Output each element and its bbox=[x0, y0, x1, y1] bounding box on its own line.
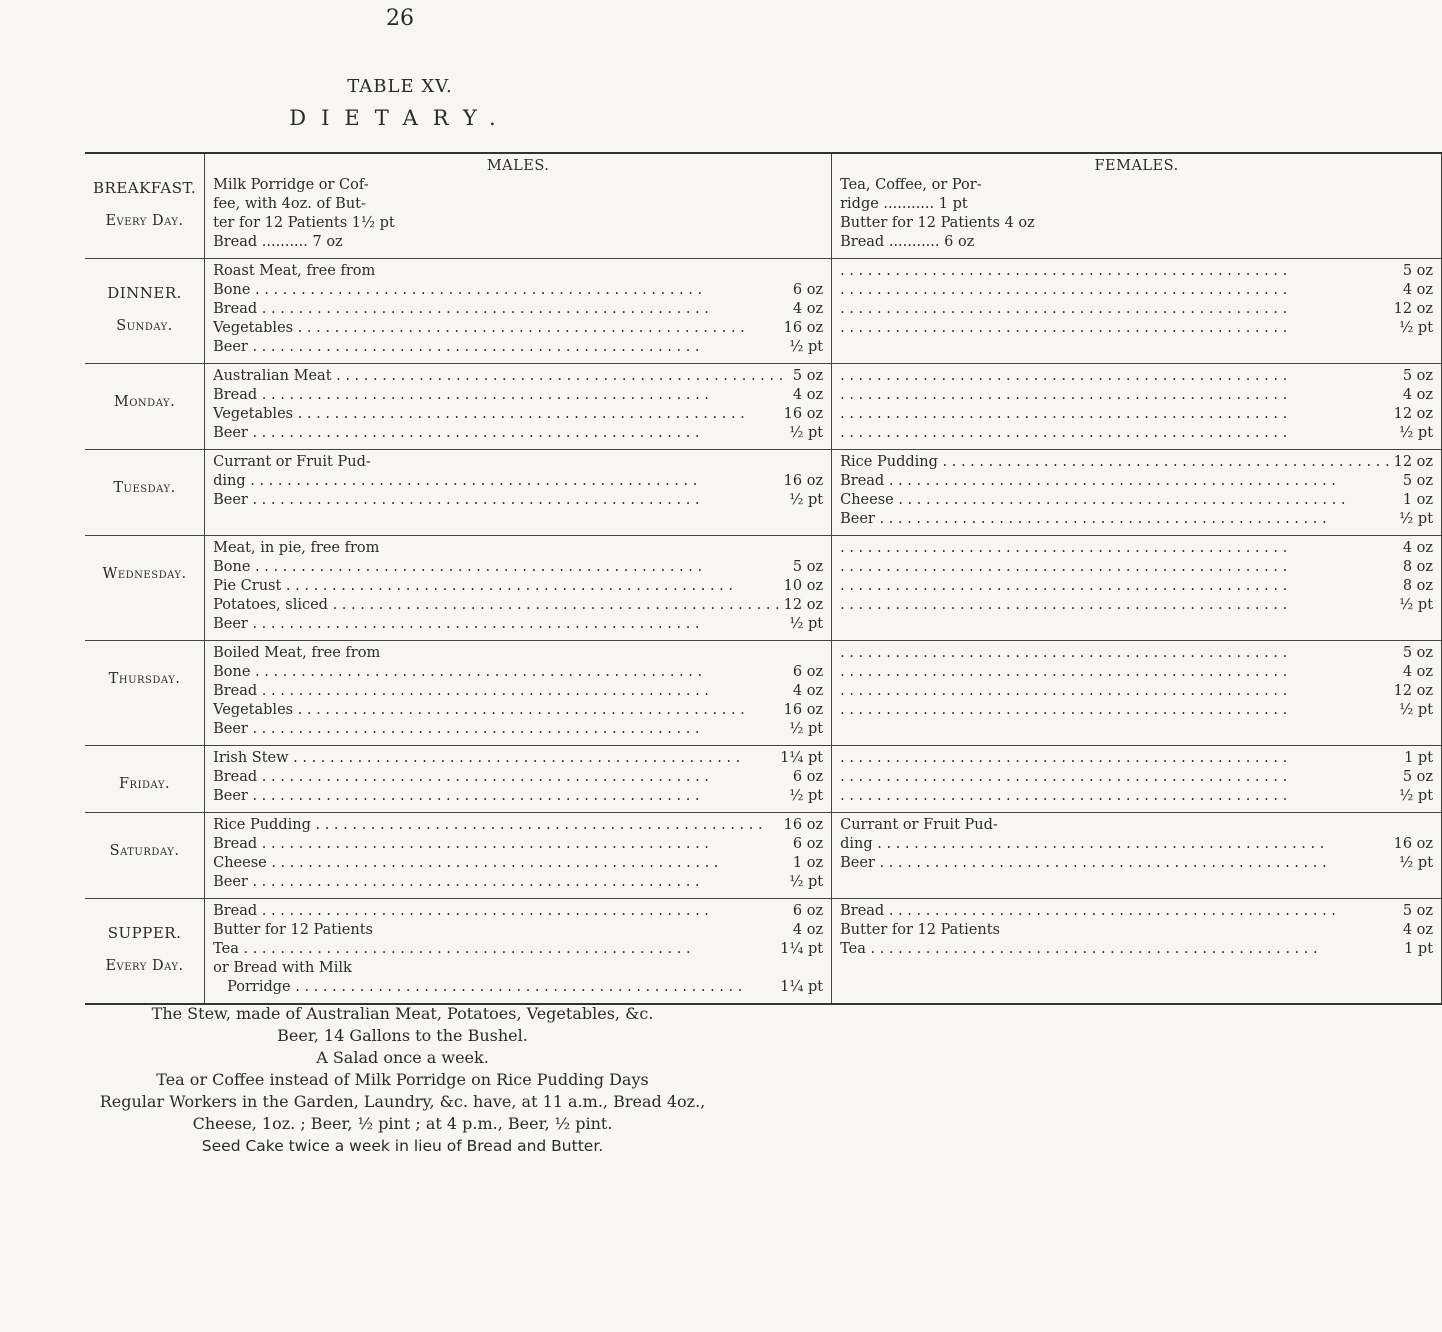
males-cell bbox=[205, 364, 832, 450]
page-number: 26 bbox=[386, 6, 414, 31]
quantity: 4 oz bbox=[1402, 922, 1434, 938]
item-text: Bread . . . bbox=[213, 682, 789, 701]
females-line bbox=[840, 749, 1433, 768]
meal-cell bbox=[85, 259, 205, 364]
breakfast-row bbox=[85, 153, 1442, 259]
females-line bbox=[840, 367, 1433, 386]
quantity: 5 oz bbox=[792, 368, 824, 384]
meal-cell bbox=[85, 813, 205, 899]
note-line: Regular Workers in the Garden, Laundry, &c. have, at 11 a.m., Bread 4oz., bbox=[99, 1092, 706, 1111]
females-cell bbox=[832, 364, 1442, 450]
males-cell bbox=[205, 641, 832, 746]
males-cell bbox=[205, 746, 832, 813]
item-text: Bread . . . bbox=[213, 902, 789, 921]
item-text: Cheese . . . bbox=[840, 491, 1399, 510]
males-line bbox=[213, 902, 823, 921]
females-heading-line: Currant or Fruit Pud- bbox=[840, 817, 998, 833]
note-line: A Salad once a week. bbox=[316, 1048, 489, 1067]
table-title: TABLE XV. bbox=[347, 76, 453, 97]
day-label: Wednesday. bbox=[102, 566, 187, 582]
item-text: Butter for 12 Patients bbox=[213, 922, 373, 938]
item-text: Bread . . . bbox=[213, 768, 789, 787]
quantity: 12 oz bbox=[1393, 406, 1434, 422]
males-line bbox=[213, 577, 823, 596]
females-line bbox=[840, 472, 1433, 491]
item-text: or Bread with Milk bbox=[213, 960, 352, 976]
quantity: 6 oz bbox=[792, 903, 824, 919]
females-line bbox=[840, 940, 1433, 959]
breakfast-females-line: Tea, Coffee, or Por- bbox=[840, 177, 982, 193]
meal-label: DINNER. bbox=[107, 284, 182, 302]
dietary-table bbox=[85, 152, 1442, 1005]
item-text bbox=[840, 663, 1399, 682]
item-text: Cheese . . . bbox=[213, 854, 789, 873]
item-text: Vegetables . . . bbox=[213, 319, 780, 338]
quantity: ½ pt bbox=[1399, 511, 1434, 527]
females-line bbox=[840, 663, 1433, 682]
quantity: 16 oz bbox=[783, 406, 824, 422]
quantity: ½ pt bbox=[789, 788, 824, 804]
quantity: ½ pt bbox=[789, 492, 824, 508]
males-cell bbox=[205, 899, 832, 1005]
item-text bbox=[840, 768, 1399, 787]
quantity: 4 oz bbox=[792, 387, 824, 403]
females-line bbox=[840, 300, 1433, 319]
males-line bbox=[213, 873, 823, 892]
quantity: ½ pt bbox=[1399, 425, 1434, 441]
note-line: The Stew, made of Australian Meat, Potatoes, Vegetables, &c. bbox=[151, 1004, 654, 1023]
quantity: ½ pt bbox=[1399, 788, 1434, 804]
breakfast-females-line: Butter for 12 Patients 4 oz bbox=[840, 215, 1035, 231]
females-cell bbox=[832, 641, 1442, 746]
females-cell bbox=[832, 259, 1442, 364]
breakfast-males-line: Bread .......... 7 oz bbox=[213, 234, 343, 250]
quantity: ½ pt bbox=[789, 425, 824, 441]
females-header: FEMALES. bbox=[1094, 158, 1179, 174]
item-text: Beer . . . bbox=[840, 510, 1395, 529]
females-line bbox=[840, 453, 1433, 472]
males-line bbox=[213, 386, 823, 405]
quantity: 5 oz bbox=[1402, 263, 1434, 279]
males-line bbox=[213, 300, 823, 319]
quantity: ½ pt bbox=[789, 874, 824, 890]
females-line bbox=[840, 577, 1433, 596]
day-label: Friday. bbox=[119, 776, 171, 792]
day-label: Saturday. bbox=[109, 843, 180, 859]
males-line bbox=[213, 596, 823, 615]
item-text: Bone . . . bbox=[213, 281, 789, 300]
day-label: Every Day. bbox=[105, 958, 184, 974]
males-heading-line: Meat, in pie, free from bbox=[213, 540, 380, 556]
item-text: Vegetables . . . bbox=[213, 405, 780, 424]
item-text bbox=[840, 281, 1399, 300]
quantity: 10 oz bbox=[783, 578, 824, 594]
item-text: Beer . . . bbox=[213, 873, 785, 892]
meal-cell bbox=[85, 364, 205, 450]
females-line bbox=[840, 386, 1433, 405]
item-text: Beer . . . bbox=[213, 491, 785, 510]
quantity: 12 oz bbox=[1393, 301, 1434, 317]
item-text bbox=[840, 300, 1390, 319]
item-text: Beer . . . bbox=[213, 720, 785, 739]
dinner-row-wednesday bbox=[85, 536, 1442, 641]
item-text bbox=[840, 424, 1395, 443]
dietary-heading: DIETARY. bbox=[289, 106, 511, 130]
quantity: 4 oz bbox=[1402, 282, 1434, 298]
item-text: Beer . . . bbox=[213, 338, 785, 357]
quantity: 4 oz bbox=[1402, 387, 1434, 403]
males-line bbox=[213, 367, 823, 386]
females-cell bbox=[832, 536, 1442, 641]
meal-cell bbox=[85, 153, 205, 259]
quantity: 1 oz bbox=[1402, 492, 1434, 508]
item-text: Tea . . . bbox=[213, 940, 776, 959]
females-line bbox=[840, 644, 1433, 663]
quantity: 1 oz bbox=[792, 855, 824, 871]
item-text: Australian Meat . . . bbox=[213, 367, 789, 386]
males-line bbox=[213, 405, 823, 424]
males-line bbox=[213, 424, 823, 443]
females-line bbox=[840, 262, 1433, 281]
males-line bbox=[213, 816, 823, 835]
quantity: 16 oz bbox=[783, 817, 824, 833]
quantity: 1¼ pt bbox=[780, 979, 824, 995]
males-line bbox=[213, 835, 823, 854]
note-line: Seed Cake twice a week in lieu of Bread and Butter. bbox=[201, 1137, 604, 1155]
dinner-row-friday bbox=[85, 746, 1442, 813]
females-line bbox=[840, 854, 1433, 873]
item-text bbox=[840, 682, 1390, 701]
males-line bbox=[213, 281, 823, 300]
item-text: Bread . . . bbox=[213, 835, 789, 854]
quantity: 4 oz bbox=[1402, 540, 1434, 556]
females-line bbox=[840, 835, 1433, 854]
item-text: Bread . . . bbox=[840, 472, 1399, 491]
males-cell bbox=[205, 153, 832, 259]
quantity: 4 oz bbox=[792, 922, 824, 938]
females-line bbox=[840, 491, 1433, 510]
females-line bbox=[840, 921, 1433, 940]
males-heading-line: Currant or Fruit Pud- bbox=[213, 454, 371, 470]
item-text bbox=[840, 262, 1399, 281]
breakfast-males-line: fee, with 4oz. of But- bbox=[213, 196, 366, 212]
females-line bbox=[840, 596, 1433, 615]
item-text: Beer . . . bbox=[213, 615, 785, 634]
males-line bbox=[213, 319, 823, 338]
females-line bbox=[840, 281, 1433, 300]
females-line bbox=[840, 424, 1433, 443]
meal-cell bbox=[85, 899, 205, 1005]
males-line bbox=[213, 558, 823, 577]
quantity: 5 oz bbox=[1402, 903, 1434, 919]
day-label: Monday. bbox=[113, 394, 176, 410]
item-text bbox=[840, 749, 1400, 768]
males-cell bbox=[205, 536, 832, 641]
meal-cell bbox=[85, 450, 205, 536]
day-label: Thursday. bbox=[108, 671, 181, 687]
item-text: Pie Crust . . . bbox=[213, 577, 780, 596]
quantity: 5 oz bbox=[1402, 368, 1434, 384]
females-line bbox=[840, 682, 1433, 701]
females-cell bbox=[832, 746, 1442, 813]
item-text: Bread . . . bbox=[213, 300, 789, 319]
item-text: ding . . . bbox=[840, 835, 1390, 854]
item-text bbox=[840, 787, 1395, 806]
females-line bbox=[840, 405, 1433, 424]
item-text: Irish Stew . . . bbox=[213, 749, 776, 768]
meal-cell bbox=[85, 641, 205, 746]
note-line: Tea or Coffee instead of Milk Porridge on Rice Pudding Days bbox=[156, 1070, 649, 1089]
quantity: 1¼ pt bbox=[780, 941, 824, 957]
quantity: 5 oz bbox=[1402, 473, 1434, 489]
males-line bbox=[213, 701, 823, 720]
quantity: 5 oz bbox=[792, 559, 824, 575]
males-line bbox=[213, 491, 823, 510]
females-cell bbox=[832, 153, 1442, 259]
males-line bbox=[213, 978, 823, 997]
item-text: Porridge . . . bbox=[227, 978, 776, 997]
day-label: Sunday. bbox=[116, 318, 173, 334]
quantity: ½ pt bbox=[789, 339, 824, 355]
note-line: Cheese, 1oz. ; Beer, ½ pint ; at 4 p.m., Beer, ½ pint. bbox=[192, 1114, 613, 1133]
dietary-table-body bbox=[85, 153, 1442, 1004]
males-line bbox=[213, 720, 823, 739]
supper-row bbox=[85, 899, 1442, 1005]
quantity: ½ pt bbox=[1399, 702, 1434, 718]
quantity: 12 oz bbox=[1393, 454, 1434, 470]
quantity: ½ pt bbox=[1399, 320, 1434, 336]
females-line bbox=[840, 787, 1433, 806]
breakfast-females-line: Bread ........... 6 oz bbox=[840, 234, 975, 250]
females-cell bbox=[832, 450, 1442, 536]
females-line bbox=[840, 510, 1433, 529]
males-heading-line: Boiled Meat, free from bbox=[213, 645, 381, 661]
item-text bbox=[840, 405, 1390, 424]
quantity: 6 oz bbox=[792, 836, 824, 852]
breakfast-males-line: ter for 12 Patients 1½ pt bbox=[213, 215, 395, 231]
breakfast-males-line: Milk Porridge or Cof- bbox=[213, 177, 369, 193]
item-text: Bone . . . bbox=[213, 663, 789, 682]
males-cell bbox=[205, 259, 832, 364]
item-text bbox=[840, 701, 1395, 720]
item-text: Vegetables . . . bbox=[213, 701, 780, 720]
quantity: ½ pt bbox=[1399, 855, 1434, 871]
quantity: 5 oz bbox=[1402, 645, 1434, 661]
item-text: Tea . . . bbox=[840, 940, 1400, 959]
item-text: Potatoes, sliced . . . bbox=[213, 596, 780, 615]
day-label: Tuesday. bbox=[113, 480, 176, 496]
dinner-row-thursday bbox=[85, 641, 1442, 746]
quantity: 4 oz bbox=[792, 301, 824, 317]
quantity: 12 oz bbox=[783, 597, 824, 613]
item-text: Beer . . . bbox=[213, 424, 785, 443]
item-text bbox=[840, 644, 1399, 663]
meal-cell bbox=[85, 746, 205, 813]
quantity: 8 oz bbox=[1402, 578, 1434, 594]
item-text: Bread . . . bbox=[213, 386, 789, 405]
quantity: 16 oz bbox=[783, 320, 824, 336]
males-cell bbox=[205, 450, 832, 536]
females-cell bbox=[832, 899, 1442, 1005]
item-text bbox=[840, 386, 1399, 405]
quantity: 6 oz bbox=[792, 664, 824, 680]
meal-cell bbox=[85, 536, 205, 641]
males-line bbox=[213, 749, 823, 768]
quantity: 1 pt bbox=[1404, 750, 1434, 766]
females-cell bbox=[832, 813, 1442, 899]
dinner-row-saturday bbox=[85, 813, 1442, 899]
males-line bbox=[213, 921, 823, 940]
males-line bbox=[213, 768, 823, 787]
day-label: Every Day. bbox=[105, 213, 184, 229]
dietary-notes bbox=[30, 1003, 775, 1157]
quantity: 6 oz bbox=[792, 769, 824, 785]
females-line bbox=[840, 319, 1433, 338]
dinner-row-tuesday bbox=[85, 450, 1442, 536]
item-text: Rice Pudding . . . bbox=[213, 816, 780, 835]
item-text: Bone . . . bbox=[213, 558, 789, 577]
item-text: Rice Pudding . . . bbox=[840, 453, 1390, 472]
males-line bbox=[213, 940, 823, 959]
quantity: 12 oz bbox=[1393, 683, 1434, 699]
males-line bbox=[213, 787, 823, 806]
quantity: ½ pt bbox=[1399, 597, 1434, 613]
breakfast-females-line: ridge ........... 1 pt bbox=[840, 196, 968, 212]
meal-label: SUPPER. bbox=[107, 924, 182, 942]
item-text bbox=[840, 319, 1395, 338]
quantity: ½ pt bbox=[789, 721, 824, 737]
quantity: 16 oz bbox=[1393, 836, 1434, 852]
males-heading-line: Roast Meat, free from bbox=[213, 263, 376, 279]
females-line bbox=[840, 768, 1433, 787]
males-line bbox=[213, 472, 823, 491]
item-text bbox=[840, 539, 1399, 558]
males-line bbox=[213, 682, 823, 701]
males-header: MALES. bbox=[486, 158, 550, 174]
males-line bbox=[213, 663, 823, 682]
quantity: 4 oz bbox=[792, 683, 824, 699]
females-line bbox=[840, 701, 1433, 720]
item-text: Butter for 12 Patients bbox=[840, 922, 1000, 938]
males-line bbox=[213, 854, 823, 873]
females-line bbox=[840, 902, 1433, 921]
quantity: 1¼ pt bbox=[780, 750, 824, 766]
quantity: ½ pt bbox=[789, 616, 824, 632]
item-text: ding . . . bbox=[213, 472, 780, 491]
males-cell bbox=[205, 813, 832, 899]
item-text: Beer . . . bbox=[213, 787, 785, 806]
quantity: 6 oz bbox=[792, 282, 824, 298]
quantity: 1 pt bbox=[1404, 941, 1434, 957]
item-text: Bread . . . bbox=[840, 902, 1399, 921]
quantity: 16 oz bbox=[783, 702, 824, 718]
males-line bbox=[213, 615, 823, 634]
note-line: Beer, 14 Gallons to the Bushel. bbox=[277, 1026, 528, 1045]
males-line bbox=[213, 338, 823, 357]
meal-label: BREAKFAST. bbox=[93, 179, 197, 197]
females-line bbox=[840, 558, 1433, 577]
quantity: 8 oz bbox=[1402, 559, 1434, 575]
dinner-row-monday bbox=[85, 364, 1442, 450]
item-text bbox=[840, 367, 1399, 386]
males-line bbox=[213, 959, 823, 978]
item-text: Beer . . . bbox=[840, 854, 1395, 873]
item-text bbox=[840, 577, 1399, 596]
dinner-row-sunday bbox=[85, 259, 1442, 364]
item-text bbox=[840, 596, 1395, 615]
quantity: 16 oz bbox=[783, 473, 824, 489]
females-line bbox=[840, 539, 1433, 558]
item-text bbox=[840, 558, 1399, 577]
quantity: 4 oz bbox=[1402, 664, 1434, 680]
quantity: 5 oz bbox=[1402, 769, 1434, 785]
